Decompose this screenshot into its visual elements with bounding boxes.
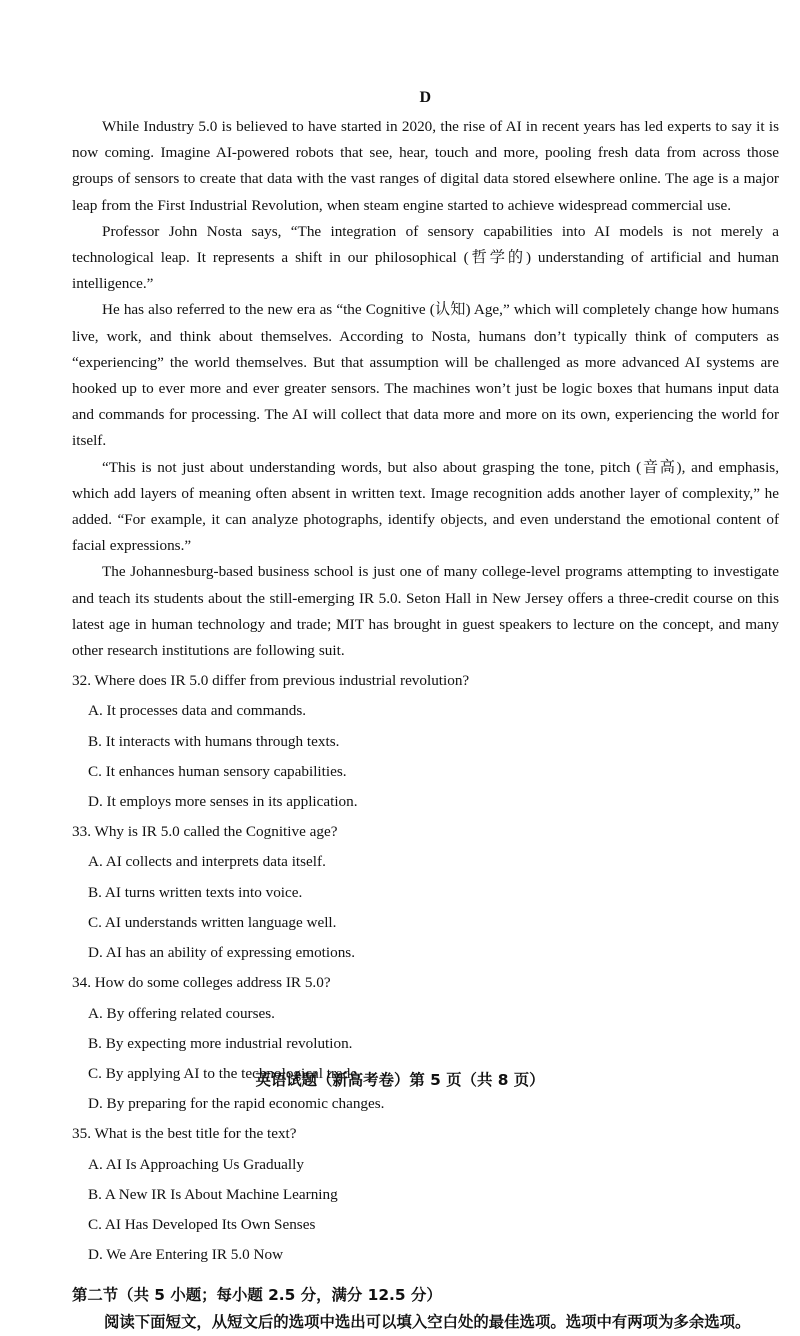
- section-two-instruction: 阅读下面短文，从短文后的选项中选出可以填入空白处的最佳选项。选项中有两项为多余选项。: [104, 1313, 751, 1332]
- reading-passage: [72, 114, 779, 664]
- passage-paragraph-1: While Industry 5.0 is believed to have started in 2020, the rise of AI in recent years has led experts to say it is now coming. Imagine AI-powered robots that see, hear, touch and more, pooling fresh data from across those groups of sensors to create that data with the vast ranges of digital data stored elsewhere online. The age is a major leap from the First Industrial Revolution, when steam engine started to achieve widespread commercial use.: [72, 118, 779, 214]
- question-option[interactable]: D. AI has an ability of expressing emotions.: [88, 944, 356, 962]
- question-option[interactable]: C. AI Has Developed Its Own Senses: [88, 1215, 316, 1233]
- question-option[interactable]: B. By expecting more industrial revolution.: [88, 1034, 353, 1052]
- page-content: [72, 88, 779, 1336]
- question-33: [72, 817, 779, 968]
- page-footer: 英语试题（新高考卷）第 5 页（共 8 页）: [255, 1071, 545, 1089]
- question-stem: 34. How do some colleges address IR 5.0?: [72, 974, 331, 992]
- question-35: [72, 1119, 779, 1270]
- question-34: [72, 968, 779, 1119]
- section-letter-heading: D: [419, 89, 432, 106]
- questions-list: [72, 666, 779, 1270]
- question-option[interactable]: A. It processes data and commands.: [88, 702, 307, 720]
- passage-paragraph-3: He has also referred to the new era as “the Cognitive (认知) Age,” which will completely change how humans live, work, and think about themselves. According to Nosta, humans don’t typically think of computers as “experiencing” the world themselves. But that assumption will be challenged as more advanced AI systems are hooked up to ever more and ever greater sensors. The machines won’t just be logic boxes that humans input data and commands for processing. The AI will collect that data more and more on its own, experiencing the world for itself.: [72, 301, 779, 450]
- question-option[interactable]: C. By applying AI to the technological trade.: [88, 1064, 361, 1082]
- question-option[interactable]: C. It enhances human sensory capabilities.: [88, 762, 347, 780]
- passage-paragraph-5: The Johannesburg-based business school is just one of many college-level programs attempting to investigate and teach its students about the still-emerging IR 5.0. Seton Hall in New Jersey offers a three-credit course on this latest age in human technology and trade; MIT has brought in guest speakers to lecture on the concept, and many other research institutions are following suit.: [72, 563, 779, 660]
- question-option[interactable]: D. We Are Entering IR 5.0 Now: [88, 1246, 284, 1264]
- question-option[interactable]: C. AI understands written language well.: [88, 913, 337, 931]
- question-option[interactable]: B. It interacts with humans through texts.: [88, 732, 340, 750]
- question-option[interactable]: A. AI collects and interprets data itself.: [88, 853, 326, 871]
- question-option[interactable]: D. By preparing for the rapid economic changes.: [88, 1095, 385, 1113]
- section-two-title: 第二节（共 5 小题；每小题 2.5 分，满分 12.5 分）: [72, 1286, 442, 1305]
- question-option[interactable]: B. A New IR Is About Machine Learning: [88, 1185, 338, 1203]
- question-stem: 32. Where does IR 5.0 differ from previous industrial revolution?: [72, 672, 470, 690]
- question-option[interactable]: D. It employs more senses in its application.: [88, 793, 358, 811]
- passage-paragraph-4: “This is not just about understanding words, but also about grasping the tone, pitch (音高), and emphasis, which add layers of meaning often absent in written text. Image recognition adds another layer of complexity,” he added. “For example, it can analyze photographs, identify objects, and even understand the emotional content of facial expressions.”: [72, 458, 779, 555]
- question-option[interactable]: B. AI turns written texts into voice.: [88, 883, 303, 901]
- question-option[interactable]: A. By offering related courses.: [88, 1004, 275, 1022]
- question-stem: 33. Why is IR 5.0 called the Cognitive age?: [72, 823, 338, 841]
- question-stem: 35. What is the best title for the text?: [72, 1125, 297, 1143]
- question-32: [72, 666, 779, 817]
- passage-paragraph-2: Professor John Nosta says, “The integration of sensory capabilities into AI models is not merely a technological leap. It represents a shift in our philosophical (哲学的) understanding of artificial and human intelligence.”: [72, 222, 779, 293]
- section-two: [72, 1282, 779, 1336]
- question-option[interactable]: A. AI Is Approaching Us Gradually: [88, 1155, 304, 1173]
